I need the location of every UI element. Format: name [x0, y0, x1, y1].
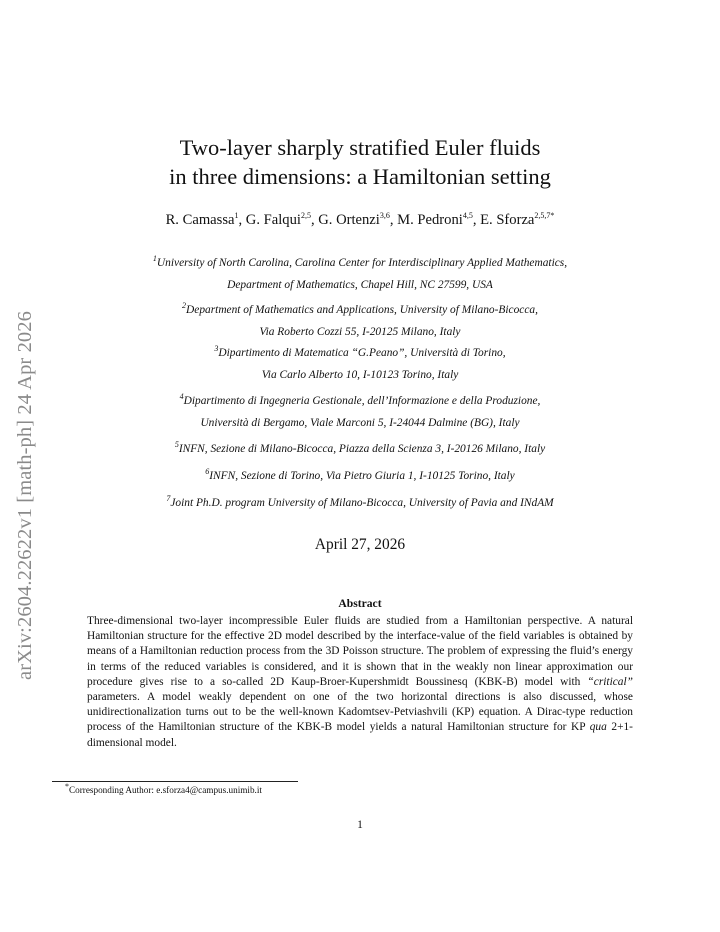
author: G. Falqui$^{2,5}$ — [245, 211, 311, 228]
affiliation-7: $^7$Joint Ph.D. program University of Milano-Bicocca, University of Pavia and INdAM — [166, 494, 554, 509]
author: E. Sforza$^{2,5,7*}$ — [480, 211, 555, 228]
affiliation-1: $^1$University of North Carolina, Carolina Center for Interdisciplinary Applied Mathematics, Department of Mathematics, Chapel Hill, NC 27599, USA — [152, 254, 568, 291]
affiliation-5: $^5$INFN, Sezione di Milano-Bicocca, Piazza della Scienza 3, I-20126 Milano, Italy — [174, 440, 546, 455]
title-line-1: Two-layer sharply stratified Euler fluids — [179, 135, 541, 160]
author: G. Ortenzi$^{3,6}$ — [318, 211, 390, 228]
paper-title — [0, 133, 720, 191]
author: R. Camassa$^1$ — [165, 211, 239, 228]
abstract-heading: Abstract — [338, 597, 382, 610]
affiliation-4: $^4$Dipartimento di Ingegneria Gestionale, dell’Informazione e della Produzione, Università di Bergamo, Viale Marconi 5, I-24044 Dalmine (BG), Italy — [179, 392, 541, 429]
paper-date: April 27, 2026 — [314, 536, 406, 553]
abstract-body: Three-dimensional two-layer incompressible Euler fluids are studied from a Hamiltonian perspective. A natural Hamiltonian structure for the effective 2D model described by the interface-value of the field variables is obtained by means of a Hamiltonian reduction process from the 3D Poisson structure. The problem of expressing the fluid’s energy in terms of the reduced variables is considered, and it is shown that in the weakly non linear approximation our procedure gives rise to a so-called 2D Kaup-Broer-Kupershmidt Boussinesq (KBK-B) model with “critical” parameters. A model weakly dependent on one of the two horizontal directions is also discussed, whose unidirectionalization turns out to be the well-known Kadomtsev-Petviashvili (KP) equation. A Dirac-type reduction process of the Hamiltonian structure of the KBK-B model yields a natural Hamiltonian structure for KP qua 2+1-dimensional model. — [87, 615, 633, 749]
author-list: R. Camassa$^1$, G. Falqui$^{2,5}$, G. Ortenzi$^{3,6}$, M. Pedroni$^{4,5}$, E. Sforza$^{2,5,7*}$ — [165, 211, 555, 228]
affiliation-6: $^6$INFN, Sezione di Torino, Via Pietro Giuria 1, I-10125 Torino, Italy — [205, 467, 515, 482]
author: M. Pedroni$^{4,5}$ — [397, 211, 473, 228]
footnote: *Corresponding Author: e.sforza4@campus.unimib.it — [65, 781, 262, 795]
footnote-rule — [52, 781, 298, 782]
title-line-2: in three dimensions: a Hamiltonian setting — [169, 164, 551, 189]
affiliation-3: $^3$Dipartimento di Matematica “G.Peano”, Università di Torino, Via Carlo Alberto 10, I-10123 Torino, Italy — [214, 344, 506, 381]
arxiv-sidebar-stamp: arXiv:2604.22622v1 [math-ph] 24 Apr 2026 — [14, 311, 36, 680]
page-number: 1 — [357, 819, 363, 831]
affiliation-2: $^2$Department of Mathematics and Applications, University of Milano-Bicocca, Via Roberto Cozzi 55, I-20125 Milano, Italy — [182, 301, 538, 338]
